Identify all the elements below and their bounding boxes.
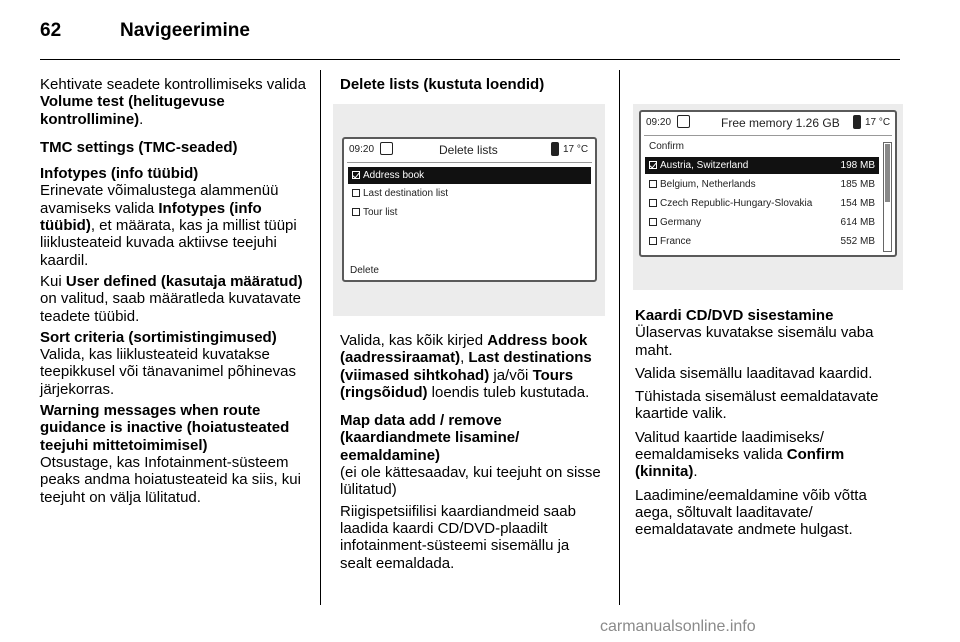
checkbox-icon <box>649 237 657 245</box>
scrollbar-thumb[interactable] <box>885 144 890 202</box>
checkbox-checked-icon <box>352 171 360 179</box>
free-memory-screen <box>639 110 897 257</box>
watermark-text: carmanualsonline.info <box>600 618 756 635</box>
list-item-france[interactable]: France 552 MB <box>645 233 879 250</box>
list-item-austria-switzerland[interactable]: Austria, Switzerland 198 MB <box>645 157 879 174</box>
checkbox-icon <box>649 199 657 207</box>
screen-separator <box>644 135 892 136</box>
clock-icon <box>380 142 393 155</box>
screen-separator <box>347 162 592 163</box>
column-2 <box>340 76 605 93</box>
temperature-text: 17 °C <box>563 144 589 155</box>
column-divider-2 <box>619 70 620 605</box>
list-item-tour-list[interactable]: Tour list <box>348 204 397 221</box>
confirm-paragraph: Valitud kaartide laadimiseks/ eemaldamiseks valida Confirm (kinnita). <box>635 428 845 481</box>
thermometer-icon <box>551 142 559 156</box>
delete-button[interactable]: Delete <box>350 265 379 276</box>
checkbox-icon <box>352 189 360 197</box>
sort-criteria-heading: Sort criteria (sortimistingimused) <box>40 328 277 346</box>
column-3 <box>635 307 907 550</box>
confirm-button[interactable]: Confirm <box>649 141 685 152</box>
infotypes-paragraph: Erinevate võimalustega alammenüü avamiseks valida Infotypes (info tüübid), et määrata, kas ja millist tüüpi liiklusteateid kuvada aktiivse teejuhi kaardil. <box>40 182 297 269</box>
delete-lists-screenshot <box>333 104 605 316</box>
free-memory-screenshot <box>633 104 903 290</box>
list-item-czech-hungary-slovakia[interactable]: Czech Republic-Hungary-Slovakia 154 MB <box>645 195 879 212</box>
delete-lists-screen <box>342 137 597 282</box>
list-item-belgium-netherlands[interactable]: Belgium, Netherlands 185 MB <box>645 176 879 193</box>
list-scrollbar[interactable] <box>883 142 892 252</box>
list-item-address-book[interactable]: Address book <box>348 167 591 184</box>
header-rule <box>40 59 900 60</box>
clock-text: 09:20 <box>646 117 672 128</box>
tmc-settings-heading: TMC settings (TMC-seaded) <box>40 138 238 156</box>
map-data-paragraph: Riigispetsiifilisi kaardiandmeid saab laadida kaardi CD/DVD-plaadilt infotainment-süsteemi sisemällu ja sealt eemaldada. <box>340 502 576 572</box>
checkbox-icon <box>352 208 360 216</box>
checkbox-icon <box>649 180 657 188</box>
column-2-lower <box>340 332 605 583</box>
sort-criteria-paragraph: Valida, kas liiklusteateid kuvatakse teepikkusel või tänavanimel põhinevas järjekorras. <box>40 346 296 398</box>
thermometer-icon <box>853 115 861 129</box>
list-item-last-destination[interactable]: Last destination list <box>348 185 448 202</box>
column-1 <box>40 76 310 517</box>
clock-icon <box>677 115 690 128</box>
select-maps-paragraph: Valida sisemällu laaditavad kaardid. <box>635 364 873 382</box>
page-number: 62 <box>40 20 62 41</box>
screen-title: Delete lists <box>439 143 498 157</box>
user-defined-paragraph: Kui User defined (kasutaja määratud) on valitud, saab määratleda kuvatavate teadete tüübid. <box>40 272 303 325</box>
infotypes-heading: Infotypes (info tüübid) <box>40 165 199 183</box>
delete-lists-paragraph: Valida, kas kõik kirjed Address book (aadressiraamat), Last destinations (viimased sihtkohad) ja/või Tours (ringsõidud) loendis tuleb kustutada. <box>340 332 592 401</box>
list-item-germany[interactable]: Germany 614 MB <box>645 214 879 231</box>
delete-lists-heading: Delete lists (kustuta loendid) <box>340 76 545 93</box>
warning-messages-paragraph: Otsustage, kas Infotainment-süsteem peaks andma hoiatusteateid ka siis, kui teejuht on välja lülitatud. <box>40 453 301 506</box>
column-divider-1 <box>320 70 321 605</box>
screen-title: Free memory 1.26 GB <box>721 116 840 130</box>
loading-time-paragraph: Laadimine/eemaldamine võib võtta aega, sõltuvalt laaditavate/ eemaldatavate andmete hulgast. <box>635 486 867 539</box>
clock-text: 09:20 <box>349 144 375 155</box>
insert-map-cd-heading: Kaardi CD/DVD sisestamine <box>635 307 834 324</box>
map-data-note: (ei ole kättesaadav, kui teejuht on sisse lülitatud) <box>340 464 601 499</box>
checkbox-icon <box>649 218 657 226</box>
warning-messages-heading: Warning messages when route guidance is inactive (hoiatusteated teejuhi mittetoimimisel) <box>40 402 290 454</box>
map-data-heading: Map data add / remove (kaardiandmete lisamine/ eemaldamine) <box>340 412 520 464</box>
free-memory-paragraph: Ülaservas kuvatakse sisemälu vaba maht. <box>635 324 874 359</box>
checkbox-checked-icon <box>649 161 657 169</box>
volume-test-paragraph: Kehtivate seadete kontrollimiseks valida Volume test (helitugevuse kontrollimine). <box>40 76 306 128</box>
chapter-title: Navigeerimine <box>120 20 250 41</box>
temperature-text: 17 °C <box>865 117 891 128</box>
deselect-maps-paragraph: Tühistada sisemälust eemaldatavate kaartide valik. <box>635 388 879 423</box>
